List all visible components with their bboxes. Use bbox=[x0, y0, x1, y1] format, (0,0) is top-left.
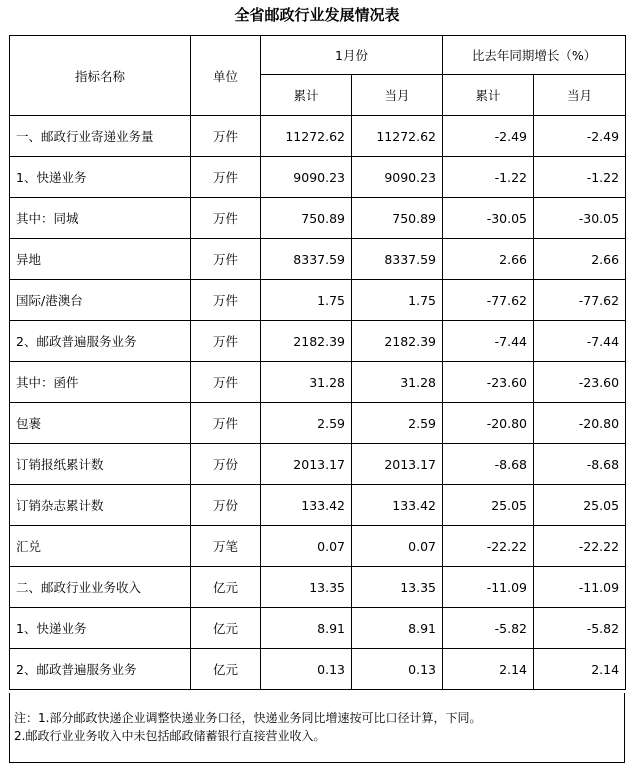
unit-cell: 万件 bbox=[191, 157, 261, 198]
header-growth-current-month: 当月 bbox=[534, 75, 626, 116]
cumulative-value-cell: 2182.39 bbox=[261, 321, 352, 362]
table-row bbox=[10, 116, 626, 157]
indicator-name-cell: 二、邮政行业业务收入 bbox=[10, 567, 191, 608]
unit-cell: 万件 bbox=[191, 198, 261, 239]
current-month-growth-cell: -77.62 bbox=[534, 280, 626, 321]
cumulative-value-cell: 8337.59 bbox=[261, 239, 352, 280]
current-month-value-cell: 133.42 bbox=[352, 485, 443, 526]
current-month-growth-cell: -7.44 bbox=[534, 321, 626, 362]
current-month-growth-cell: -8.68 bbox=[534, 444, 626, 485]
current-month-growth-cell: -20.80 bbox=[534, 403, 626, 444]
current-month-growth-cell: -1.22 bbox=[534, 157, 626, 198]
current-month-growth-cell: -11.09 bbox=[534, 567, 626, 608]
current-month-value-cell: 11272.62 bbox=[352, 116, 443, 157]
current-month-value-cell: 2182.39 bbox=[352, 321, 443, 362]
cumulative-growth-cell: -5.82 bbox=[443, 608, 534, 649]
table-row bbox=[10, 321, 626, 362]
indicator-name-cell: 1、快递业务 bbox=[10, 157, 191, 198]
cumulative-value-cell: 750.89 bbox=[261, 198, 352, 239]
unit-cell: 万份 bbox=[191, 444, 261, 485]
header-month-group: 1月份 bbox=[261, 36, 443, 75]
indicator-name-cell: 其中：函件 bbox=[10, 362, 191, 403]
table-row bbox=[10, 239, 626, 280]
unit-cell: 亿元 bbox=[191, 649, 261, 690]
header-cumulative: 累计 bbox=[261, 75, 352, 116]
current-month-value-cell: 8.91 bbox=[352, 608, 443, 649]
unit-cell: 万件 bbox=[191, 239, 261, 280]
indicator-name-cell: 2、邮政普遍服务业务 bbox=[10, 649, 191, 690]
cumulative-value-cell: 2.59 bbox=[261, 403, 352, 444]
header-unit: 单位 bbox=[191, 36, 261, 116]
current-month-value-cell: 2.59 bbox=[352, 403, 443, 444]
cumulative-value-cell: 11272.62 bbox=[261, 116, 352, 157]
indicator-name-cell: 订销杂志累计数 bbox=[10, 485, 191, 526]
current-month-value-cell: 2013.17 bbox=[352, 444, 443, 485]
cumulative-growth-cell: -11.09 bbox=[443, 567, 534, 608]
indicator-name-cell: 异地 bbox=[10, 239, 191, 280]
table-row bbox=[10, 485, 626, 526]
cumulative-value-cell: 0.07 bbox=[261, 526, 352, 567]
table-row bbox=[10, 567, 626, 608]
unit-cell: 亿元 bbox=[191, 608, 261, 649]
note-line-2: 2.邮政行业业务收入中未包括邮政储蓄银行直接营业收入。 bbox=[14, 729, 326, 743]
unit-cell: 亿元 bbox=[191, 567, 261, 608]
table-row bbox=[10, 198, 626, 239]
current-month-growth-cell: -22.22 bbox=[534, 526, 626, 567]
unit-cell: 万件 bbox=[191, 280, 261, 321]
current-month-value-cell: 8337.59 bbox=[352, 239, 443, 280]
cumulative-growth-cell: 2.66 bbox=[443, 239, 534, 280]
cumulative-growth-cell: 25.05 bbox=[443, 485, 534, 526]
current-month-growth-cell: -23.60 bbox=[534, 362, 626, 403]
postal-statistics-table bbox=[9, 35, 626, 690]
cumulative-value-cell: 31.28 bbox=[261, 362, 352, 403]
indicator-name-cell: 2、邮政普遍服务业务 bbox=[10, 321, 191, 362]
current-month-growth-cell: 25.05 bbox=[534, 485, 626, 526]
current-month-growth-cell: -2.49 bbox=[534, 116, 626, 157]
cumulative-growth-cell: -22.22 bbox=[443, 526, 534, 567]
table-row bbox=[10, 280, 626, 321]
indicator-name-cell: 订销报纸累计数 bbox=[10, 444, 191, 485]
cumulative-value-cell: 1.75 bbox=[261, 280, 352, 321]
indicator-name-cell: 国际/港澳台 bbox=[10, 280, 191, 321]
table-row bbox=[10, 649, 626, 690]
current-month-value-cell: 31.28 bbox=[352, 362, 443, 403]
unit-cell: 万件 bbox=[191, 403, 261, 444]
indicator-name-cell: 其中：同城 bbox=[10, 198, 191, 239]
cumulative-growth-cell: -23.60 bbox=[443, 362, 534, 403]
indicator-name-cell: 包裹 bbox=[10, 403, 191, 444]
table-title: 全省邮政行业发展情况表 bbox=[234, 6, 400, 24]
table-row bbox=[10, 362, 626, 403]
cumulative-growth-cell: -7.44 bbox=[443, 321, 534, 362]
cumulative-growth-cell: -1.22 bbox=[443, 157, 534, 198]
current-month-value-cell: 750.89 bbox=[352, 198, 443, 239]
unit-cell: 万份 bbox=[191, 485, 261, 526]
current-month-growth-cell: -5.82 bbox=[534, 608, 626, 649]
indicator-name-cell: 1、快递业务 bbox=[10, 608, 191, 649]
cumulative-value-cell: 8.91 bbox=[261, 608, 352, 649]
cumulative-value-cell: 2013.17 bbox=[261, 444, 352, 485]
cumulative-growth-cell: -8.68 bbox=[443, 444, 534, 485]
current-month-growth-cell: 2.14 bbox=[534, 649, 626, 690]
header-row-1 bbox=[10, 36, 626, 75]
unit-cell: 万件 bbox=[191, 362, 261, 403]
current-month-growth-cell: -30.05 bbox=[534, 198, 626, 239]
current-month-growth-cell: 2.66 bbox=[534, 239, 626, 280]
current-month-value-cell: 13.35 bbox=[352, 567, 443, 608]
cumulative-growth-cell: -30.05 bbox=[443, 198, 534, 239]
unit-cell: 万件 bbox=[191, 321, 261, 362]
cumulative-value-cell: 9090.23 bbox=[261, 157, 352, 198]
header-growth-group: 比去年同期增长（%） bbox=[443, 36, 626, 75]
current-month-value-cell: 0.07 bbox=[352, 526, 443, 567]
table-notes bbox=[9, 693, 625, 763]
cumulative-growth-cell: -20.80 bbox=[443, 403, 534, 444]
unit-cell: 万件 bbox=[191, 116, 261, 157]
current-month-value-cell: 0.13 bbox=[352, 649, 443, 690]
indicator-name-cell: 一、邮政行业寄递业务量 bbox=[10, 116, 191, 157]
indicator-name-cell: 汇兑 bbox=[10, 526, 191, 567]
header-indicator: 指标名称 bbox=[10, 36, 191, 116]
cumulative-value-cell: 0.13 bbox=[261, 649, 352, 690]
header-current-month: 当月 bbox=[352, 75, 443, 116]
cumulative-value-cell: 133.42 bbox=[261, 485, 352, 526]
unit-cell: 万笔 bbox=[191, 526, 261, 567]
table-row bbox=[10, 403, 626, 444]
table-row bbox=[10, 608, 626, 649]
cumulative-value-cell: 13.35 bbox=[261, 567, 352, 608]
table-row bbox=[10, 157, 626, 198]
table-row bbox=[10, 444, 626, 485]
cumulative-growth-cell: -77.62 bbox=[443, 280, 534, 321]
table-row bbox=[10, 526, 626, 567]
header-growth-cumulative: 累计 bbox=[443, 75, 534, 116]
cumulative-growth-cell: 2.14 bbox=[443, 649, 534, 690]
cumulative-growth-cell: -2.49 bbox=[443, 116, 534, 157]
current-month-value-cell: 9090.23 bbox=[352, 157, 443, 198]
note-line-1: 注：1.部分邮政快递企业调整快递业务口径，快递业务同比增速按可比口径计算，下同。 bbox=[14, 711, 482, 725]
current-month-value-cell: 1.75 bbox=[352, 280, 443, 321]
